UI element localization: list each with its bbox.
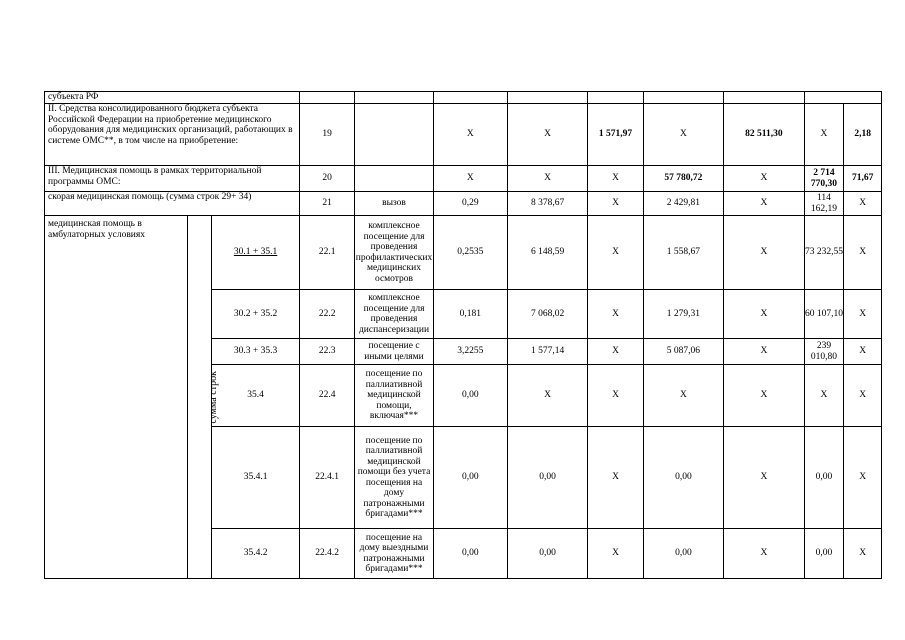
table-row bbox=[45, 104, 882, 166]
cell: X bbox=[507, 365, 587, 427]
cell: 57 780,72 bbox=[643, 166, 723, 192]
rows-formula: 35.4.2 bbox=[212, 529, 300, 579]
cell: X bbox=[588, 290, 643, 339]
cell: X bbox=[844, 290, 882, 339]
cell: 5 087,06 bbox=[643, 339, 723, 365]
rows-formula: 35.4.1 bbox=[212, 427, 300, 529]
cell: 1 558,67 bbox=[643, 216, 723, 290]
cell: 3,2255 bbox=[433, 339, 507, 365]
table-row bbox=[45, 192, 882, 216]
cell: 60 107,10 bbox=[804, 290, 844, 339]
table-row bbox=[45, 92, 882, 104]
cell: X bbox=[588, 216, 643, 290]
cell: 8 378,67 bbox=[507, 192, 587, 216]
rows-formula: 30.1 + 35.1 bbox=[212, 216, 300, 290]
cell: 82 511,30 bbox=[724, 104, 804, 166]
cell bbox=[804, 92, 881, 104]
row-number: 22.4 bbox=[299, 365, 354, 427]
cell: X bbox=[588, 192, 643, 216]
cell: 1 279,31 bbox=[643, 290, 723, 339]
cell: 0,00 bbox=[643, 427, 723, 529]
cell: X bbox=[588, 529, 643, 579]
unit-cell: посещение на дому выездными патронажными бригадами*** bbox=[355, 529, 433, 579]
cell: 0,00 bbox=[804, 427, 844, 529]
cell bbox=[507, 92, 587, 104]
cell: X bbox=[724, 290, 804, 339]
cell: 7 068,02 bbox=[507, 290, 587, 339]
cell: X bbox=[588, 365, 643, 427]
row-label: субъекта РФ bbox=[45, 92, 300, 104]
table-row bbox=[45, 166, 882, 192]
cell: 73 232,55 bbox=[804, 216, 844, 290]
row-number: 22.4.1 bbox=[299, 427, 354, 529]
unit-cell: комплексное посещение для проведения профилактических медицинских осмотров bbox=[355, 216, 433, 290]
cell bbox=[724, 92, 804, 104]
amb-care-label: медицинская помощь в амбулаторных условиях bbox=[45, 216, 188, 579]
row-label: II. Средства консолидированного бюджета субъекта Российской Федерации на приобретение медицинского оборудования для медицинских организаций, работающих в системе ОМС**, в том числе на приобретение: bbox=[45, 104, 300, 166]
row-number: 22.2 bbox=[299, 290, 354, 339]
unit-cell: комплексное посещение для проведения диспансеризации bbox=[355, 290, 433, 339]
row-number: 19 bbox=[299, 104, 354, 166]
row-number: 22.4.2 bbox=[299, 529, 354, 579]
budget-table bbox=[44, 91, 882, 579]
cell: X bbox=[643, 104, 723, 166]
cell: X bbox=[724, 529, 804, 579]
cell: 0,00 bbox=[433, 427, 507, 529]
unit-cell: посещение с иными целями bbox=[355, 339, 433, 365]
cell: X bbox=[588, 166, 643, 192]
cell: X bbox=[588, 427, 643, 529]
cell: X bbox=[433, 104, 507, 166]
cell bbox=[588, 92, 643, 104]
cell: 0,00 bbox=[804, 529, 844, 579]
cell: X bbox=[844, 339, 882, 365]
cell: X bbox=[724, 216, 804, 290]
cell: X bbox=[844, 427, 882, 529]
cell: 1 571,97 bbox=[588, 104, 643, 166]
cell: X bbox=[844, 192, 882, 216]
cell: 0,00 bbox=[643, 529, 723, 579]
cell: 114 162,19 bbox=[804, 192, 844, 216]
cell: X bbox=[724, 192, 804, 216]
cell: 2,18 bbox=[844, 104, 882, 166]
cell: 0,00 bbox=[433, 529, 507, 579]
cell: X bbox=[507, 104, 587, 166]
cell bbox=[433, 92, 507, 104]
cell: X bbox=[507, 166, 587, 192]
cell: X bbox=[724, 166, 804, 192]
cell: X bbox=[588, 339, 643, 365]
cell: X bbox=[724, 427, 804, 529]
rows-formula: 30.3 + 35.3 bbox=[212, 339, 300, 365]
cell: 2 714 770,30 bbox=[804, 166, 844, 192]
cell: X bbox=[844, 529, 882, 579]
row-label: скорая медицинская помощь (сумма строк 29+ 34) bbox=[45, 192, 300, 216]
cell: 0,00 bbox=[507, 529, 587, 579]
table-row bbox=[45, 216, 882, 290]
cell: 1 577,14 bbox=[507, 339, 587, 365]
cell: 71,67 bbox=[844, 166, 882, 192]
cell: X bbox=[844, 216, 882, 290]
cell: 239 010,80 bbox=[804, 339, 844, 365]
cell: 0,181 bbox=[433, 290, 507, 339]
sum-rows-label bbox=[188, 216, 220, 579]
row-number: 22.3 bbox=[299, 339, 354, 365]
cell: X bbox=[643, 365, 723, 427]
cell: 0,00 bbox=[433, 365, 507, 427]
cell: X bbox=[844, 365, 882, 427]
cell: 0,00 bbox=[507, 427, 587, 529]
sum-rows-text: сумма строк bbox=[208, 370, 220, 424]
row-label: III. Медицинская помощь в рамках территориальной программы ОМС: bbox=[45, 166, 300, 192]
cell bbox=[643, 92, 723, 104]
cell bbox=[355, 92, 433, 104]
cell: 6 148,59 bbox=[507, 216, 587, 290]
cell: X bbox=[724, 365, 804, 427]
unit-cell bbox=[355, 104, 433, 166]
unit-cell bbox=[355, 166, 433, 192]
unit-cell: вызов bbox=[355, 192, 433, 216]
document-page bbox=[44, 91, 882, 580]
unit-cell: посещение по паллиативной медицинской помощи, включая*** bbox=[355, 365, 433, 427]
rows-formula: 30.2 + 35.2 bbox=[212, 290, 300, 339]
cell: X bbox=[804, 365, 844, 427]
row-number: 21 bbox=[299, 192, 354, 216]
cell: 0,29 bbox=[433, 192, 507, 216]
cell bbox=[299, 92, 354, 104]
row-number: 22.1 bbox=[299, 216, 354, 290]
cell: X bbox=[724, 339, 804, 365]
cell: X bbox=[433, 166, 507, 192]
rows-formula: 35.4 bbox=[212, 365, 300, 427]
row-number: 20 bbox=[299, 166, 354, 192]
cell: X bbox=[804, 104, 844, 166]
cell: 2 429,81 bbox=[643, 192, 723, 216]
cell: 0,2535 bbox=[433, 216, 507, 290]
unit-cell: посещение по паллиативной медицинской помощи без учета посещения на дому патронажными бригадами*** bbox=[355, 427, 433, 529]
